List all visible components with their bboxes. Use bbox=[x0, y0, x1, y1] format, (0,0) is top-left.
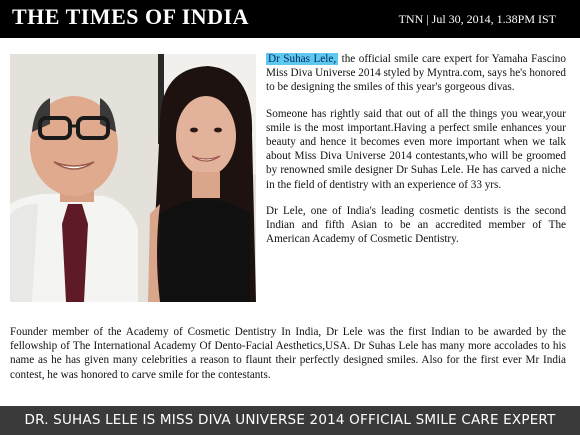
article-paragraph-3: Dr Lele, one of India's leading cosmetic dentists is the second Indian and fifth Asian to be an accredited member of The American Academy of Cosmetic Dentistry. bbox=[266, 204, 566, 246]
paragraph-1-text: the official smile care expert for Yamaha Fascino Miss Diva Universe 2014 styled by Myntra.com, says he's honored to be designing the smiles of this year's gorgeous divas. bbox=[266, 53, 566, 94]
article-body-top bbox=[266, 52, 566, 258]
masthead-bar bbox=[0, 0, 580, 38]
article-photo bbox=[10, 54, 256, 302]
article-paragraph-1 bbox=[266, 52, 566, 95]
headline-banner: DR. SUHAS LELE IS MISS DIVA UNIVERSE 2014 OFFICIAL SMILE CARE EXPERT bbox=[0, 406, 580, 435]
highlighted-name: Dr Suhas Lele, bbox=[268, 53, 337, 65]
photo-illustration bbox=[10, 54, 256, 302]
newspaper-masthead: THE TIMES OF INDIA bbox=[12, 4, 249, 29]
article-paragraph-4: Founder member of the Academy of Cosmetic Dentistry In India, Dr Lele was the first Indian to be awarded by the fellowship of The International Academy Of Dento-Facial Aesthetics,USA. Dr Suhas Lele has many more accolades to his name as he has given many celebrities a reason to flaunt their perfectly designed smiles. Also for the first ever Mr India contest, he was honored to carve smile for the contestants. bbox=[10, 326, 566, 381]
article-paragraph-2: Someone has rightly said that out of all the things you wear,your smile is the most important.Having a perfect smile enhances your beauty and hence it becomes even more important when we talk about Miss Diva Universe 2014 contestants,who will be groomed by renowned smile designer Dr Suhas Lele. He has carved a niche in the field of dentistry with an experience of 33 yrs. bbox=[266, 107, 566, 191]
article-dateline: TNN | Jul 30, 2014, 1.38PM IST bbox=[398, 12, 556, 26]
article-body-bottom bbox=[10, 325, 566, 382]
